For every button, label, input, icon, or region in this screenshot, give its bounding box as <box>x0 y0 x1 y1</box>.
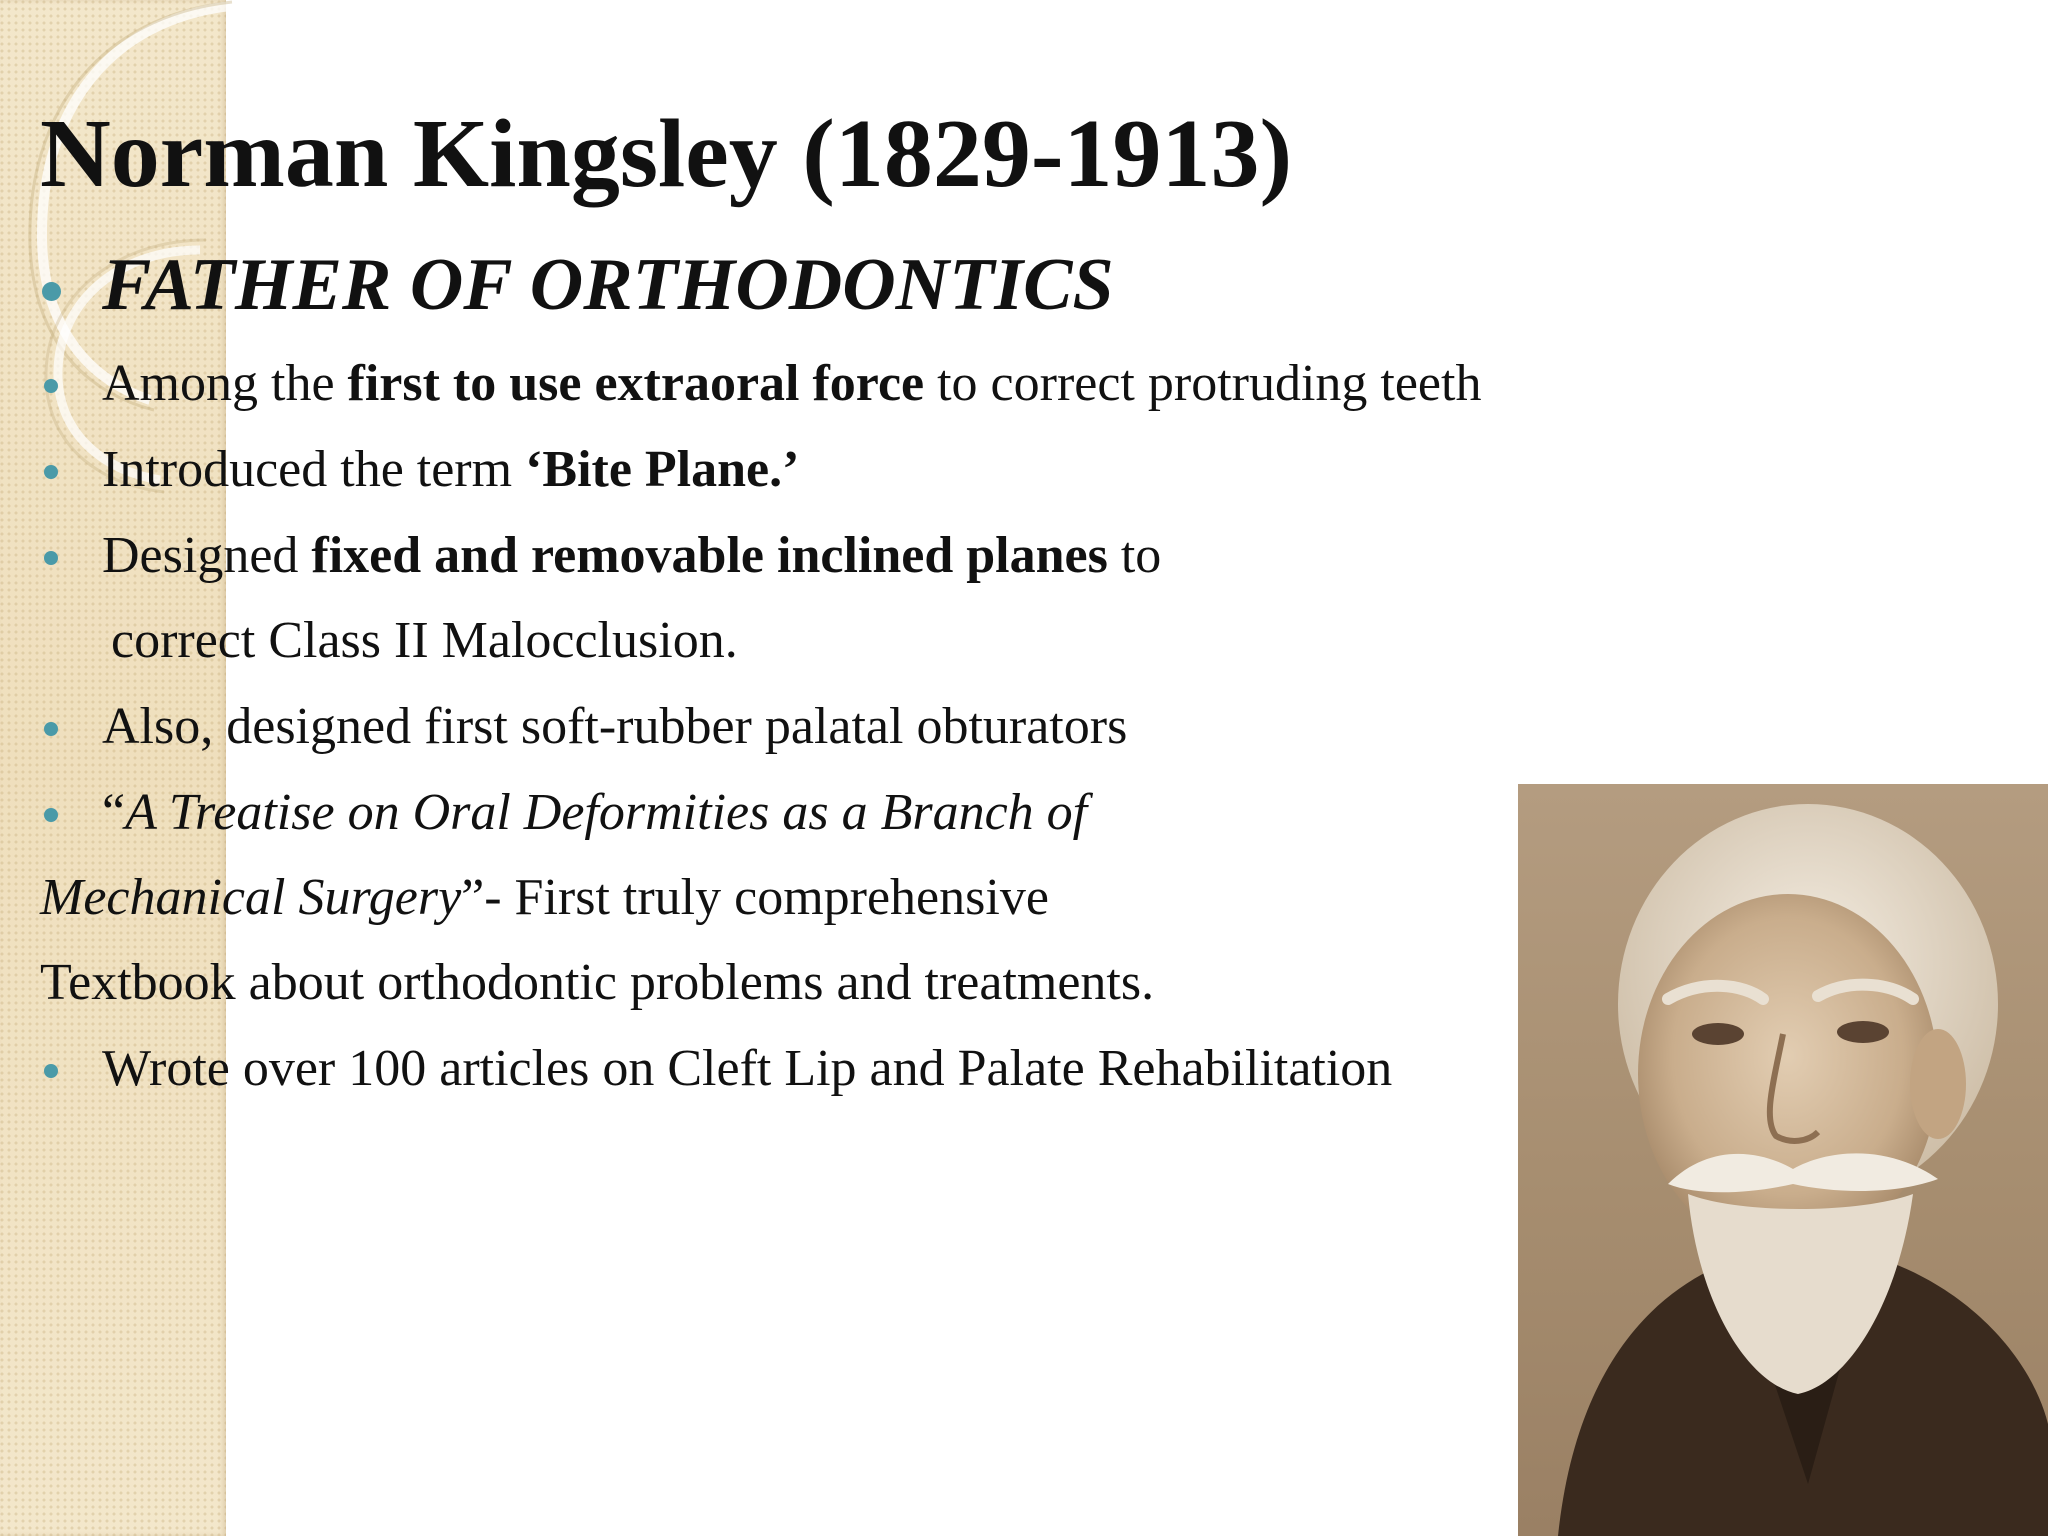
bullet-treatise-line2 <box>40 867 1049 929</box>
book-title-italic: Mechanical Surgery <box>40 869 462 926</box>
bold-text: fixed and removable inclined planes <box>311 527 1108 584</box>
book-title-italic: A Treatise on Oral Deformities as a Branch of <box>125 784 1088 841</box>
bold-text: first to use extraoral force <box>347 355 925 412</box>
text-run: Among the <box>102 355 348 412</box>
bullet-treatise-line3: Textbook about orthodontic problems and treatments. <box>40 954 1155 1011</box>
text-run: ”- First truly comprehensive <box>461 869 1049 926</box>
text-run: to correct protruding teeth <box>924 355 1482 412</box>
text-run: to <box>1107 527 1162 584</box>
bullet-inclined-planes <box>102 525 1161 587</box>
portrait-photo <box>1518 784 2048 1536</box>
bullet-icon <box>44 465 58 479</box>
bullet-icon <box>44 722 58 736</box>
bullet-icon <box>44 379 58 393</box>
portrait-man-icon <box>1518 784 2048 1536</box>
bullet-icon <box>44 808 58 822</box>
bullet-treatise <box>102 782 1087 844</box>
bullet-palatal-obturators: Also, designed first soft-rubber palatal obturators <box>102 698 1128 755</box>
bullet-extraoral-force <box>102 353 1481 415</box>
bullet-inclined-planes-continuation: correct Class II Malocclusion. <box>111 612 738 669</box>
bold-text: ‘Bite Plane.’ <box>525 441 800 498</box>
bullet-cleft-articles: Wrote over 100 articles on Cleft Lip and Palate Rehabilitation <box>102 1040 1393 1097</box>
text-run: Introduced the term <box>102 441 526 498</box>
bullet-icon <box>42 282 61 301</box>
subtitle-father-of-orthodontics: FATHER OF ORTHODONTICS <box>102 244 1114 326</box>
slide-title: Norman Kingsley (1829-1913) <box>40 100 1293 208</box>
bullet-bite-plane <box>102 439 799 501</box>
bullet-icon <box>44 551 58 565</box>
bullet-icon <box>44 1064 58 1078</box>
text-run: “ <box>102 784 126 841</box>
text-run: Designed <box>102 527 312 584</box>
